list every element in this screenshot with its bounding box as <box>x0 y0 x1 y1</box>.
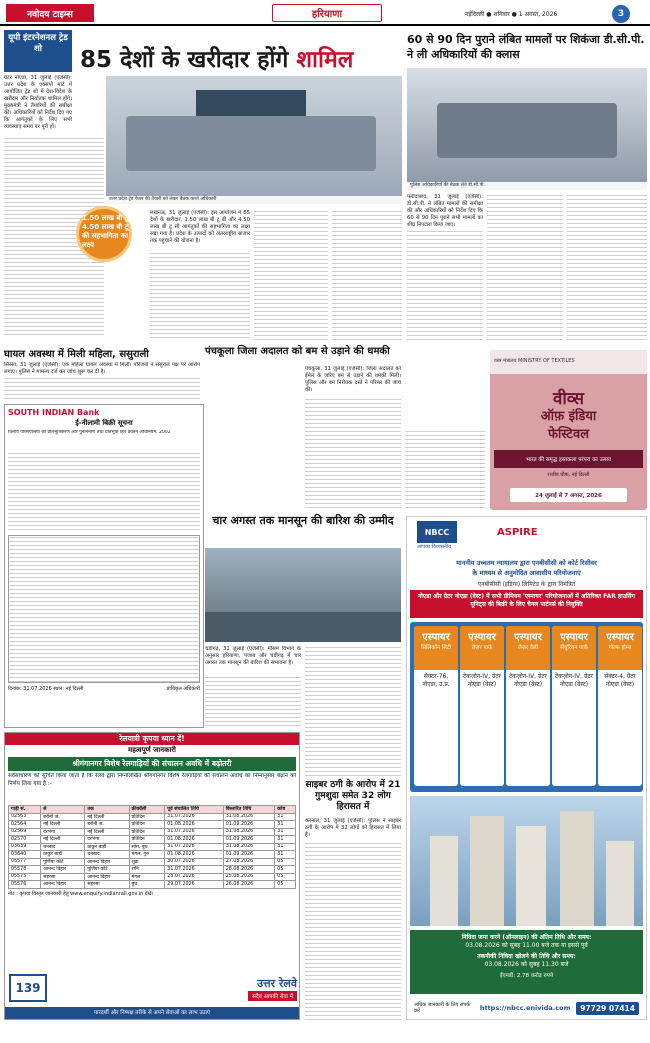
right-story-col2 <box>487 194 563 340</box>
railway-row <box>9 881 296 889</box>
festival-dates: 24 जुलाई से 7 अगस्त, 2026 <box>510 488 627 502</box>
railway-cell: 05578 <box>9 866 41 874</box>
railway-cell: 31.08.2026 <box>223 813 275 821</box>
railway-cell: 28.07.2026 <box>165 873 223 881</box>
story3-text <box>4 377 200 399</box>
bank-auction-notice <box>4 404 204 728</box>
railway-intro: सर्वसाधारण को सूचित किया जाता है कि रेलवे द्वारा निम्नलिखित श्रीगंगानगर विशेष रेलगाड़ियों की संचालन अवधि को निम्नानुसार बढ़ाने का निर्णय लिया गया है :- <box>8 773 296 787</box>
nbcc-url[interactable]: https://nbcc.enivida.com <box>479 1004 571 1012</box>
story6-lead: करनाल, 31 जुलाई (एजेंसी): पुलिस ने साइबर ठगी के आरोप में 32 लोगों को हिरासत में लिया है। <box>305 818 401 838</box>
railway-cell: 05 <box>275 858 296 866</box>
railway-bar: रेलयात्री कृपया ध्यान दें! <box>5 733 299 745</box>
project-card-name: गोल्फ होम्स <box>608 645 632 651</box>
dateline: नईदिल्ली ● शनिवार ● 1 अगस्त, 2026 <box>465 11 558 18</box>
right-photo-caption: पुलिस अधिकारियों की बैठक लेते डी.सी.पी. <box>407 182 647 190</box>
railway-cell: 02569 <box>9 828 41 836</box>
railway-cell: प्रतिदिन <box>129 821 165 829</box>
railway-cell: 01.09.2026 <box>223 821 275 829</box>
railway-cell: 05 <box>275 881 296 889</box>
story6-text <box>305 842 401 1020</box>
story5-col2 <box>305 646 401 776</box>
railway-cell: नई दिल्ली <box>41 836 85 844</box>
railway-cell: सहरसा <box>85 881 129 889</box>
railway-cell: 31.07.2026 <box>165 843 223 851</box>
masthead: नवोदय टाइम्स <box>6 4 94 22</box>
railway-cell: 05577 <box>9 858 41 866</box>
railway-cell: 05576 <box>9 881 41 889</box>
railway-cell: आनन्द विहार <box>41 881 85 889</box>
deadline2: तकनीकी निविदा खोलने की तिथि और समय: <box>477 953 576 960</box>
railway-cell: नई दिल्ली <box>41 821 85 829</box>
railway-row <box>9 836 296 844</box>
festival-title-3: फेस्टिवल <box>547 427 590 442</box>
project-card-location: टेकज़ोन-IV, ग्रेटर नोएडा (वेस्ट) <box>509 673 547 688</box>
railway-cell: 25.08.2026 <box>223 873 275 881</box>
meeting-photo <box>106 76 402 204</box>
police-meeting-photo <box>407 68 647 190</box>
nbcc-bar: नोएडा और ग्रेटर नोएडा (वेस्ट) में सभी प्रीमियम 'एस्पायर' परियोजनाओं में अतिरिक्त FAR हाउसिंग यूनिट्स की बिक्री के लिए चैनल पार्टनर्स की नियुक्ति <box>410 590 643 618</box>
railway-cell: 31 <box>275 836 296 844</box>
project-card-title: एस्पायर <box>422 632 450 643</box>
railway-cell: दरभंगा <box>85 836 129 844</box>
project-card <box>598 626 642 786</box>
nbcc-deadlines <box>410 930 643 994</box>
project-card-title: एस्पायर <box>514 632 542 643</box>
railway-cell: 31 <box>275 828 296 836</box>
project-card-name: सेंचुरियन पार्क <box>560 645 588 651</box>
festival-venue: राजीव चौक, नई दिल्ली <box>547 472 590 478</box>
railway-col-header: से <box>41 806 85 814</box>
railway-cell: 01.08.2026 <box>165 821 223 829</box>
railway-cell: ठाकुर बाड़ी <box>85 843 129 851</box>
page-number: 3 <box>612 5 630 23</box>
project-card-name: सिलिकॉन सिटी <box>420 645 452 651</box>
project-card-name: लेज़र वैली <box>517 645 539 651</box>
railway-cell: सहरसा <box>41 873 85 881</box>
railway-cell: 03640 <box>9 851 41 859</box>
railway-helpline: 139 <box>9 974 47 1002</box>
railway-row <box>9 851 296 859</box>
railway-cell: बरौनी ज. <box>41 813 85 821</box>
railway-cell: 05 <box>275 873 296 881</box>
project-card-title: एस्पायर <box>560 632 588 643</box>
festival-title-1: वीव्स <box>552 389 585 409</box>
sidebar-lead: ग्रेटर नोएडा, 31 जुलाई (एजेंसी): उत्तर प्रदेश के एक्सपो मार्ट में आयोजित ट्रेड शो में देश-विदेश के खरीदार और निर्यातक शामिल होंगे। मुख्यमंत्री ने तैयारियों की समीक्षा की। अधिकारियों को निर्देश दिए गए कि आगंतुकों के लिए सभी व्यवस्थाएं समय पर पूरी हों। <box>4 75 72 130</box>
section-title: हरियाणा <box>272 4 382 22</box>
railway-cell: दरभंगा <box>41 828 85 836</box>
project-card-title: एस्पायर <box>606 632 634 643</box>
railway-cell: 30.07.2026 <box>165 858 223 866</box>
railway-cell: बरौनी ज. <box>85 821 129 829</box>
main-story-col2 <box>254 210 328 340</box>
page-header <box>0 0 650 26</box>
railway-cell: 29.07.2026 <box>165 881 223 889</box>
railway-cell: 05 <box>275 866 296 874</box>
railway-row <box>9 843 296 851</box>
railway-cell: 31 <box>275 843 296 851</box>
bank-notice-signature: प्राधिकृत अधिकारी <box>166 686 200 692</box>
nbcc-contact <box>410 998 643 1018</box>
railway-brand: उत्तर रेलवे <box>256 976 297 990</box>
railway-col-header: तक <box>85 806 129 814</box>
railway-notice-ad <box>4 732 300 1020</box>
railway-cell: 31.07.2026 <box>165 828 223 836</box>
railway-row <box>9 866 296 874</box>
weaves-festival-ad <box>490 350 647 510</box>
railway-cell: 01.08.2026 <box>165 851 223 859</box>
bank-notice-text <box>8 452 200 532</box>
railway-cell: 01.08.2026 <box>165 836 223 844</box>
railway-cell: धनबाद <box>41 843 85 851</box>
railway-cell: मंगल, गुरु <box>129 851 165 859</box>
project-card-title: एस्पायर <box>468 632 496 643</box>
bank-notice-place: दिनांक: 31.07.2026 स्थान: नई दिल्ली <box>8 686 84 692</box>
festival-ministry: वस्त्र मंत्रालय MINISTRY OF TEXTILES <box>490 350 647 374</box>
deadline1: निविदा जमा करने (ऑनलाइन) की अंतिम तिथि और समय: <box>461 934 592 941</box>
railway-cell: 31 <box>275 813 296 821</box>
railway-cell: पूर्णिया कोर्ट <box>85 866 129 874</box>
railway-cell: शनि <box>129 866 165 874</box>
railway-row <box>9 858 296 866</box>
project-card-location: सेक्टर-76, नोएडा, उ.प्र. <box>422 673 450 688</box>
bank-logo: SOUTH INDIAN Bank <box>8 408 100 417</box>
nbcc-headline-1: माननीय उच्चतम न्यायालय द्वारा एनबीसीसी को कोर्ट रिसीवर <box>456 559 597 567</box>
main-photo-caption: उत्तर प्रदेश ट्रेड फेयर की तैयारी को लेकर बैठक करते अधिकारी <box>106 196 402 204</box>
railway-col-header: विस्तारित तिथि <box>223 806 275 814</box>
nbcc-logo: NBCC <box>417 521 457 543</box>
festival-title-2: ऑफ़ इंडिया <box>540 409 597 424</box>
railway-col-header: गाड़ी सं. <box>9 806 41 814</box>
story5-col1 <box>205 676 301 728</box>
railway-cell: 31 <box>275 821 296 829</box>
railway-cell: 28.08.2026 <box>223 866 275 874</box>
railway-cell: 01.09.2026 <box>223 836 275 844</box>
railway-cell: प्रतिदिन <box>129 813 165 821</box>
railway-highlight: श्रीगंगानगर विशेष रेलगाड़ियों की संचालन अवधि में बढ़ोतरी <box>8 757 296 771</box>
railway-table <box>8 805 296 889</box>
bank-notice-table <box>8 535 200 683</box>
building-photo <box>410 796 643 926</box>
nbcc-contact-label: अधिक जानकारी के लिए संपर्क करें <box>414 1002 470 1014</box>
right-headline: 60 से 90 दिन पुराने लंबित मामलों पर शिकंजा डी.सी.पी. ने ली अधिकारियों की क्लास <box>407 33 645 61</box>
story4-headline: पंचकूला जिला अदालत को बम से उड़ाने की धमकी <box>205 346 390 357</box>
railway-cell: आनन्द विहार <box>85 873 129 881</box>
railway-cell: आनन्द विहार <box>85 858 129 866</box>
project-card-location: टेकज़ोन-IV, ग्रेटर नोएडा (वेस्ट) <box>555 673 593 688</box>
railway-row <box>9 828 296 836</box>
story3-lead: सिरसा, 31 जुलाई (एजेंसी): एक महिला घायल अवस्था में मिली। परिजनों ने ससुराल पक्ष पर आरोप लगाए। पुलिस ने मामला दर्ज कर जांच शुरू कर दी है। <box>4 362 200 375</box>
railway-cell: मंगल <box>129 873 165 881</box>
railway-cell: 31.08.2026 <box>223 843 275 851</box>
railway-cell: प्रतिदिन <box>129 828 165 836</box>
railway-col-header: फ्रीक्वेंसी <box>129 806 165 814</box>
railway-cell: नई दिल्ली <box>85 828 129 836</box>
railway-cell: शुक्र <box>129 858 165 866</box>
railway-cell: 02563 <box>9 813 41 821</box>
right-story-col1 <box>407 230 483 340</box>
railway-col-header: कोच <box>275 806 296 814</box>
project-card-name: लेज़र पार्क <box>471 645 493 651</box>
nbcc-emd: ईएमडी: 2.78 करोड़ रुपये <box>499 973 554 979</box>
nbcc-sub: एनबीसीसी (इंडिया) लिमिटेड के द्वारा निमंत्रित <box>477 581 576 588</box>
story4-lead: पंचकूला, 31 जुलाई (एजेंसी): जिला अदालत को ईमेल के जरिए बम से उड़ाने की धमकी मिली। पुलिस और बम निरोधक दस्ते ने परिसर की जांच की। <box>305 366 401 393</box>
railway-cell: 05575 <box>9 873 41 881</box>
railway-row <box>9 813 296 821</box>
railway-sub: महत्वपूर्ण जानकारी <box>128 746 176 754</box>
railway-cell: सोम, बुध <box>129 843 165 851</box>
bank-notice-title: ई-नीलामी बिक्री सूचना <box>75 419 133 427</box>
railway-col-header: पूर्व संचालित तिथि <box>165 806 223 814</box>
railway-cell: बुध <box>129 881 165 889</box>
nbcc-cards <box>410 622 643 792</box>
nbcc-phone[interactable]: 97729 07414 <box>576 1002 639 1015</box>
railway-note: नोट : कृपया विस्तृत जानकारी हेतु www.enquiry.indianrail.gov.in देखें। <box>8 890 154 897</box>
railway-cell: 26.08.2026 <box>223 881 275 889</box>
nbcc-headline-2: के माध्यम से अनुमोदित आवासीय परियोजनाएं <box>472 569 581 577</box>
railway-cell: 31.08.2026 <box>223 828 275 836</box>
main-story-col3 <box>332 210 402 340</box>
main-story-lead: लखनऊ, 31 जुलाई (एजेंसी): इस आयोजन में 85 देशों के खरीदार, 1.50 लाख बी टू बी और 4.50 लाख बी टू सी आगंतुकों की सहभागिता का लक्ष्य रखा गया है। प्रदेश के उत्पादों को अंतरराष्ट्रीय बाजार तक पहुंचाने की योजना है। <box>150 210 250 244</box>
main-story-col1 <box>150 252 250 340</box>
railway-cell: 02564 <box>9 821 41 829</box>
story4-text <box>305 398 401 508</box>
railway-bottom: पारदर्शी और निष्पक्ष तरीके से अपने सेवाओं का लाभ उठाएं <box>5 1007 299 1019</box>
railway-cell: 02570 <box>9 836 41 844</box>
deadline1-value: 03.08.2026 को सुबह 11.00 बजे तक या इससे पूर्व <box>465 942 588 949</box>
railway-row <box>9 873 296 881</box>
callout-text: 1.50 लाख बी टू बी, 4.50 लाख बी टू सी की सहभागिता का लक्ष्य <box>82 214 140 249</box>
railway-cell: पूर्णिया कोर्ट <box>41 858 85 866</box>
project-card <box>506 626 550 786</box>
project-card <box>460 626 504 786</box>
project-card <box>552 626 596 786</box>
railway-cell: 31 <box>275 851 296 859</box>
aspire-logo: ASPIRE <box>497 527 538 538</box>
railway-cell: 01.09.2026 <box>223 851 275 859</box>
railway-cell: प्रतिदिन <box>129 836 165 844</box>
railway-cell: 03639 <box>9 843 41 851</box>
right-story-col3 <box>567 194 647 340</box>
festival-tagline: भारत की समृद्ध हस्तकला परंपरा का उत्सव <box>494 450 643 468</box>
sidebar-title: यूपी इंटरनेशनल ट्रेड शो <box>4 30 72 72</box>
project-card-location: टेकज़ोन-IV, ग्रेटर नोएडा (वेस्ट) <box>463 673 501 688</box>
story4-col2 <box>405 430 485 510</box>
bank-notice-subtitle: वित्तीय परिसंपत्तियों का प्रतिभूतिकरण और पुनर्निर्माण तथा प्रतिभूति हित प्रवर्तन अधिनियम, 2002 <box>8 430 171 435</box>
right-story-lead: फरीदाबाद, 31 जुलाई (एजेंसी): डी.सी.पी. ने लंबित मामलों की समीक्षा की और अधिकारियों को निर्देश दिए कि 60 से 90 दिन पुराने सभी मामलों का शीघ्र निपटारा किया जाए। <box>407 194 483 228</box>
railway-cell: नई दिल्ली <box>85 813 129 821</box>
nbcc-tagline: आपका विश्वसनीय <box>417 544 452 550</box>
rain-photo <box>205 548 401 642</box>
railway-row <box>9 821 296 829</box>
railway-cell: ठाकुर बाड़ी <box>41 851 85 859</box>
railway-cell: धनबाद <box>85 851 129 859</box>
story3-headline: घायल अवस्था में मिली महिला, ससुराली <box>4 349 149 360</box>
deadline2-value: 03.08.2026 को सुबह 11.30 बजे <box>484 961 569 968</box>
story5-headline: चार अगस्त तक मानसून की बारिश की उम्मीद <box>212 514 394 527</box>
story5-lead: चंडीगढ़, 31 जुलाई (एजेंसी): मौसम विभाग के अनुसार हरियाणा, पंजाब और चंडीगढ़ में चार अगस्त तक मानसून की बारिश की संभावना है। <box>205 646 301 666</box>
project-card-location: सेक्टर-4, ग्रेटर नोएडा (वेस्ट) <box>604 673 636 688</box>
railway-cell: 27.08.2026 <box>223 858 275 866</box>
railway-cell: आनन्द विहार <box>41 866 85 874</box>
railway-cell: 31.07.2026 <box>165 866 223 874</box>
main-headline: 85 देशों के खरीदार होंगे शामिल <box>80 47 354 73</box>
project-card <box>414 626 458 786</box>
railway-cell: 31.07.2026 <box>165 813 223 821</box>
railway-slogan: सदैव आपकी सेवा में <box>248 991 297 1001</box>
story6-headline: साइबर ठगी के आरोप में 21 गुमशुदा समेत 32 लोग हिरासत में <box>305 780 401 812</box>
